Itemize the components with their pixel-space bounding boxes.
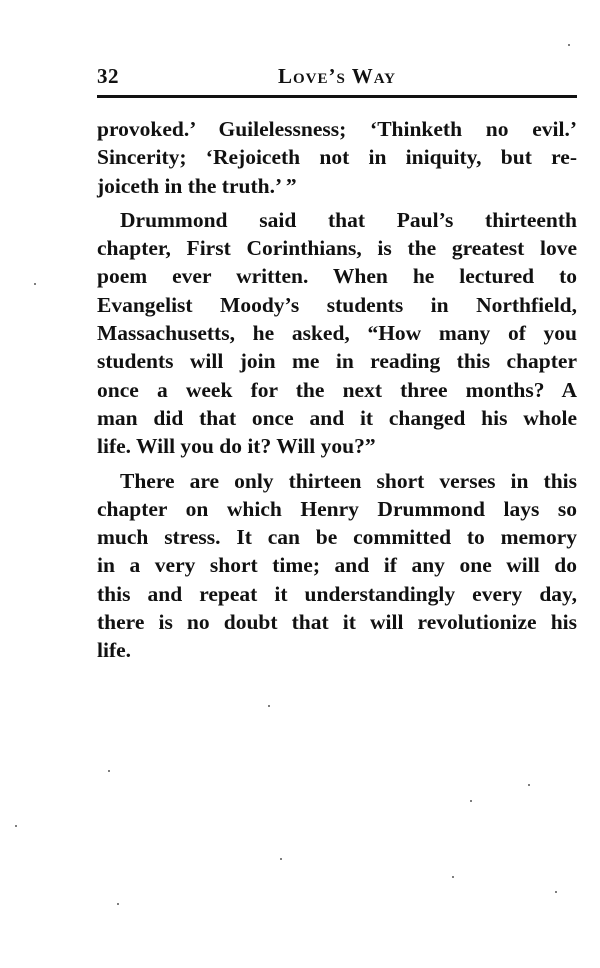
text-line: there is no doubt that it will revolutionize his (97, 610, 577, 635)
text-line: man did that once and it changed his whole (97, 405, 577, 430)
text-line: in a very short time; and if any one will do (97, 553, 577, 578)
header-rule (97, 95, 577, 98)
text-line: once a week for the next three months? A (97, 377, 577, 402)
scan-speck (280, 858, 282, 860)
paragraph-2 (97, 206, 577, 461)
running-head: Love’s Way (277, 64, 396, 88)
text-line: Drummond said that Paul’s thirteenth (120, 207, 577, 232)
scan-speck (117, 903, 119, 905)
scan-speck (34, 283, 36, 285)
scan-speck (268, 705, 270, 707)
text-line: this and repeat it understandingly every day, (97, 581, 577, 606)
paragraph-1 (97, 115, 577, 200)
text-line: life. (97, 638, 132, 663)
text-line: There are only thirteen short verses in this (120, 468, 577, 493)
body-text (97, 115, 577, 671)
text-line: chapter on which Henry Drummond lays so (97, 496, 577, 521)
scan-speck (15, 825, 17, 827)
paragraph-3 (97, 467, 577, 665)
text-line: Evangelist Moody’s students in Northfield, (97, 292, 577, 317)
scan-speck (568, 44, 570, 46)
scan-speck (452, 876, 454, 878)
text-line: life. Will you do it? Will you?” (97, 434, 376, 459)
page-number: 32 (97, 64, 119, 88)
page-header (97, 60, 577, 94)
text-line: joiceth in the truth.’ ” (97, 173, 297, 198)
scan-speck (528, 784, 530, 786)
text-line: poem ever written. When he lectured to (97, 264, 577, 289)
text-line: Massachusetts, he asked, “How many of you (97, 321, 577, 346)
text-line: chapter, First Corinthians, is the greatest love (97, 236, 577, 261)
scan-speck (555, 891, 557, 893)
text-line: students will join me in reading this chapter (97, 349, 577, 374)
text-line: provoked.’ Guilelessness; ‘Thinketh no evil.’ (97, 117, 577, 141)
scan-speck (108, 770, 110, 772)
text-line: much stress. It can be committed to memory (97, 525, 577, 550)
text-line: Sincerity; ‘Rejoiceth not in iniquity, but re- (97, 145, 577, 170)
scan-speck (470, 800, 472, 802)
